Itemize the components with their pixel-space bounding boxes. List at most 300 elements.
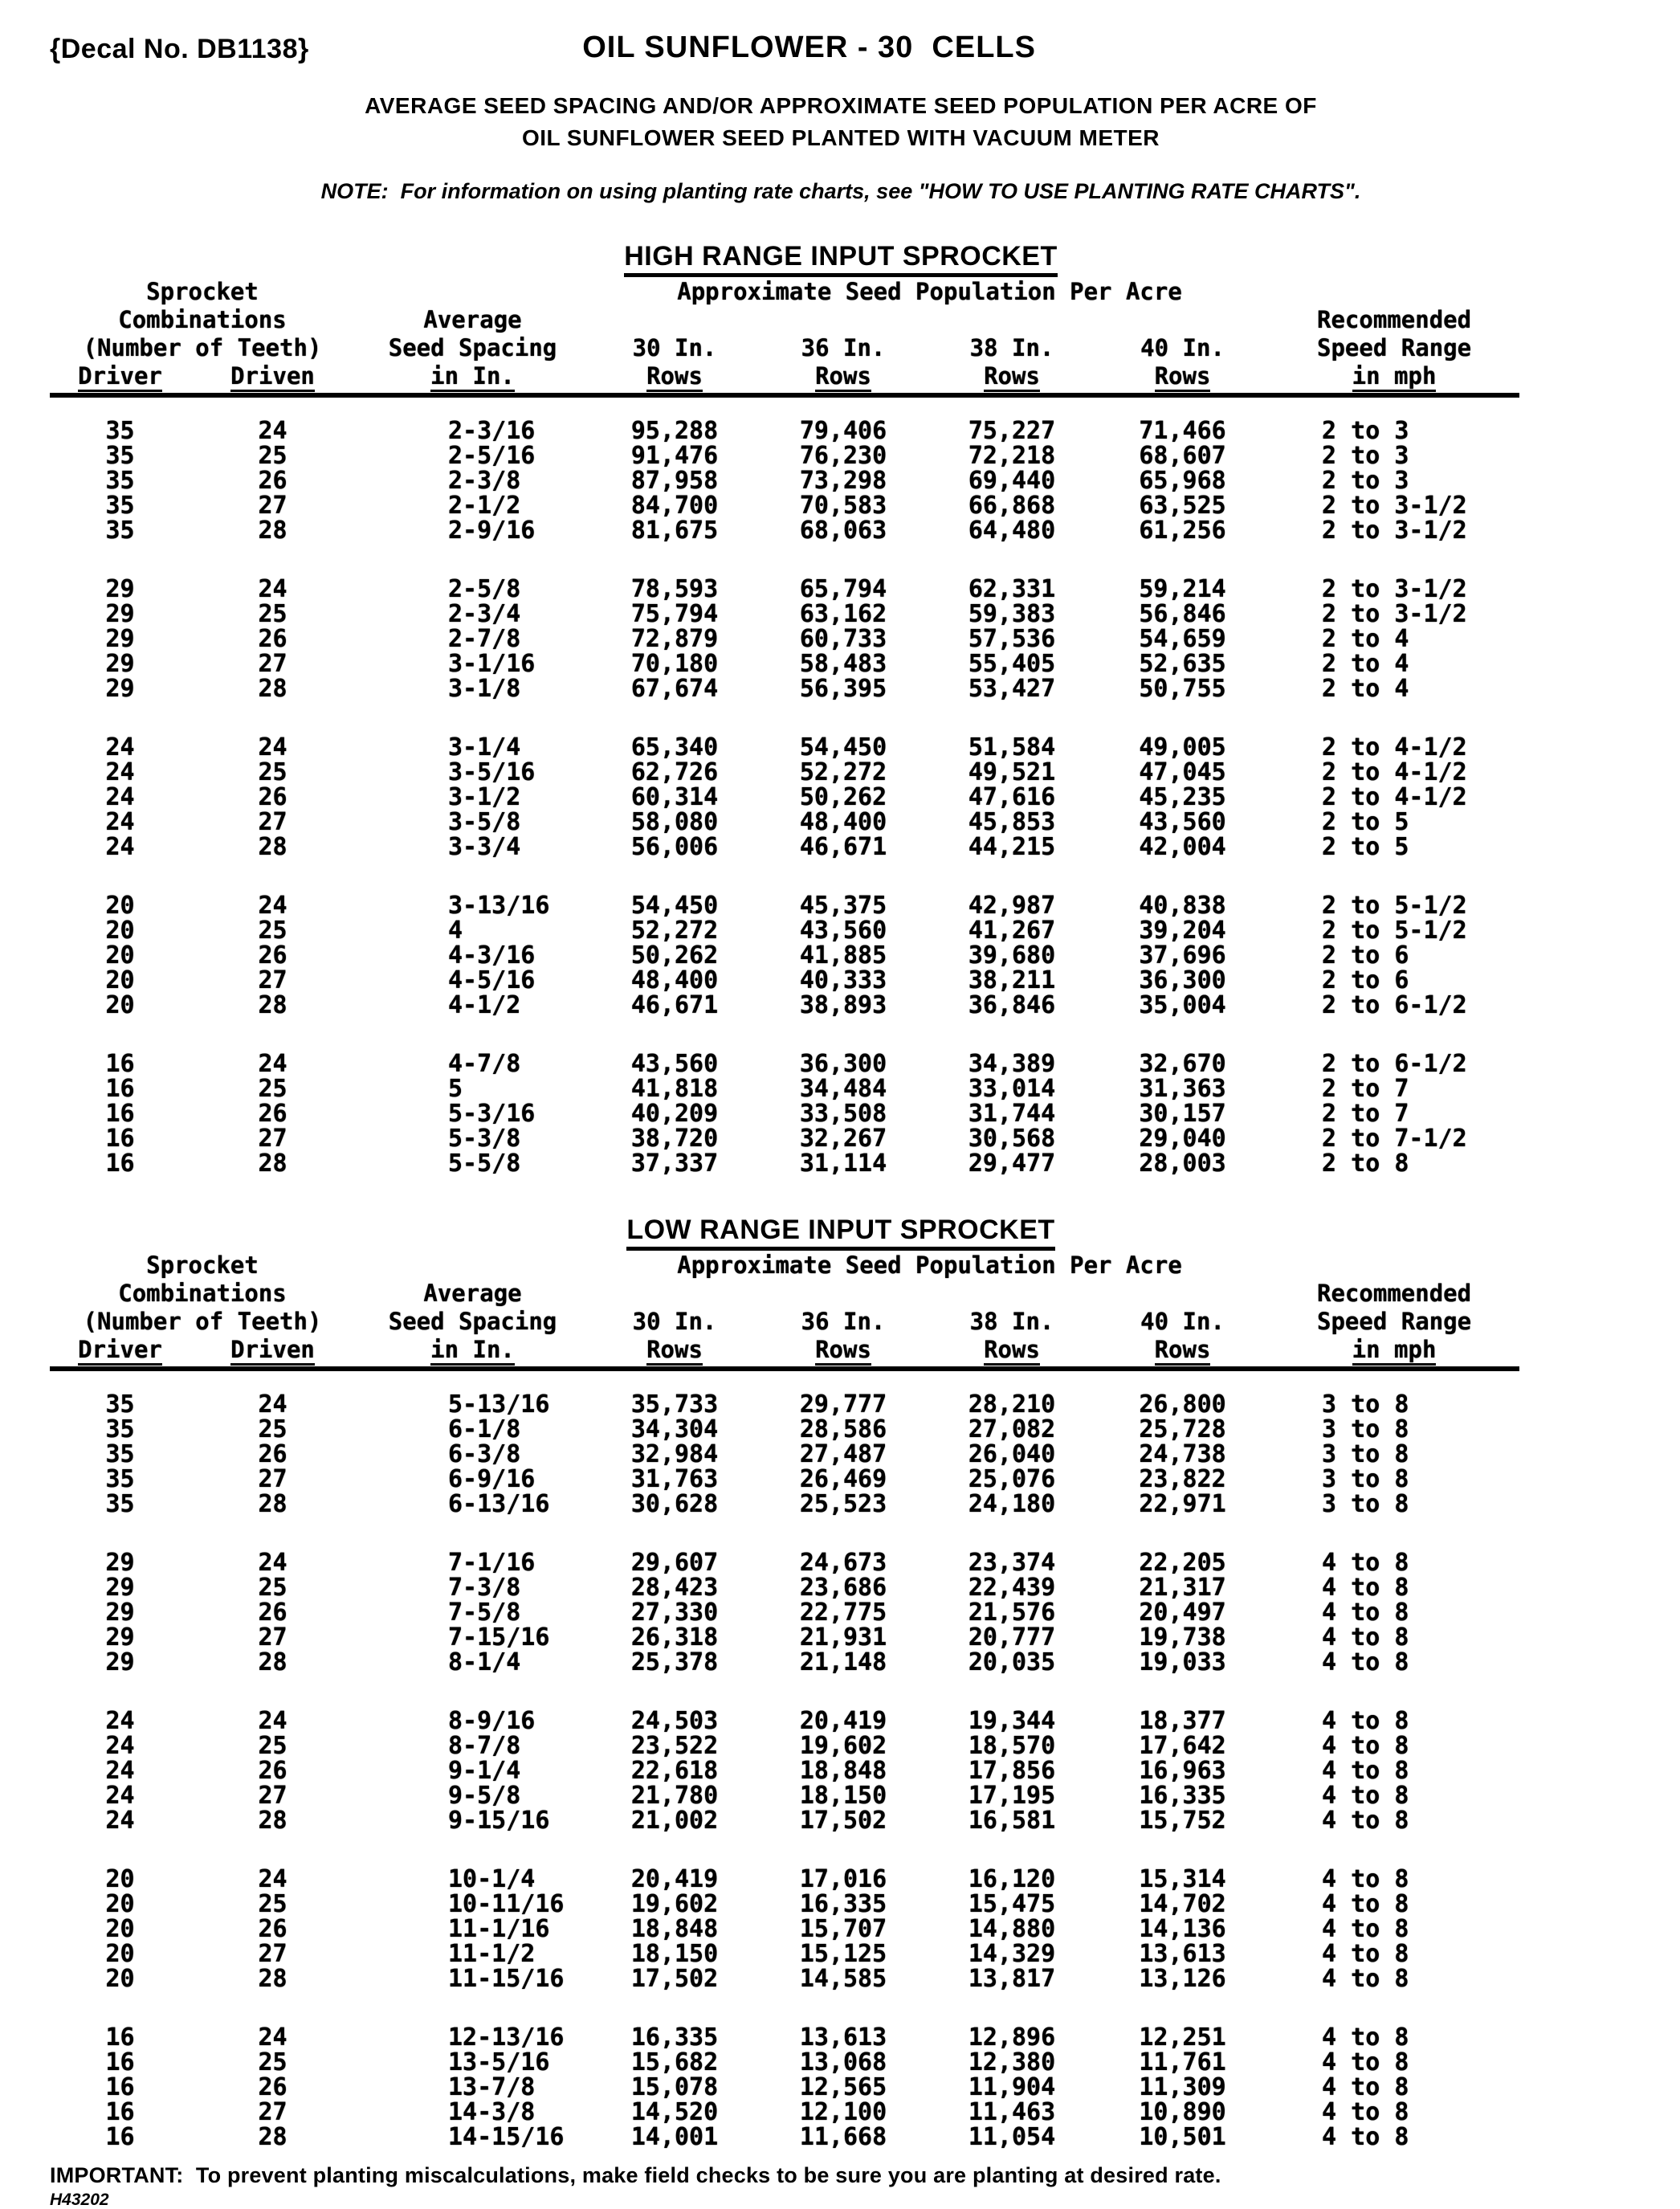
- table-row: [50, 1467, 1519, 1492]
- population-40in: 10,890: [1139, 2098, 1226, 2126]
- rate-table-section: [50, 1208, 1632, 2150]
- driven-teeth: 28: [258, 1149, 287, 1178]
- table-row: [50, 968, 1519, 993]
- driver-teeth: 20: [105, 1940, 135, 1968]
- population-30in: 41,818: [630, 1075, 719, 1103]
- table-row: [50, 1783, 1519, 1808]
- seed-spacing: 2-5/16: [448, 442, 536, 470]
- column-header-36in: 36 In.: [801, 1308, 886, 1335]
- speed-range: 4 to 8: [1322, 2098, 1409, 2126]
- table-body: [50, 1369, 1519, 2150]
- population-40in: 32,670: [1139, 1050, 1226, 1078]
- population-30in: 18,848: [630, 1915, 719, 1943]
- population-36in: 15,125: [799, 1940, 887, 1968]
- population-36in: 15,707: [799, 1915, 887, 1943]
- population-30in: 75,794: [630, 600, 719, 628]
- speed-range: 4 to 8: [1322, 1574, 1409, 1602]
- driven-teeth: 26: [258, 467, 287, 495]
- driven-teeth: 27: [258, 2098, 287, 2126]
- seed-spacing: 7-1/16: [448, 1549, 536, 1577]
- population-38in: 75,227: [968, 417, 1056, 445]
- seed-spacing: 5: [448, 1075, 463, 1103]
- table-row: [50, 602, 1519, 627]
- driver-teeth: 29: [105, 1574, 135, 1602]
- population-38in: 17,195: [968, 1782, 1056, 1810]
- population-30in: 81,675: [630, 517, 719, 545]
- table-row: [50, 1550, 1519, 1575]
- speed-range: 4 to 8: [1322, 1865, 1409, 1893]
- population-38in: 64,480: [968, 517, 1056, 545]
- seed-spacing: 11-15/16: [448, 1965, 565, 1993]
- driven-teeth: 26: [258, 1100, 287, 1128]
- population-30in: 65,340: [630, 733, 719, 762]
- population-40in: 31,363: [1139, 1075, 1226, 1103]
- driver-teeth: 35: [105, 1465, 135, 1493]
- population-38in: 12,380: [968, 2048, 1056, 2076]
- seed-spacing: 11-1/2: [448, 1940, 536, 1968]
- population-30in: 14,520: [630, 2098, 719, 2126]
- population-30in: 27,330: [630, 1599, 719, 1627]
- population-36in: 12,565: [799, 2073, 887, 2101]
- speed-range: 4 to 8: [1322, 1757, 1409, 1785]
- population-36in: 28,586: [799, 1415, 887, 1443]
- population-40in: 19,738: [1139, 1623, 1226, 1652]
- column-header-30in: 30 In.: [632, 334, 717, 361]
- speed-range: 4 to 8: [1322, 1707, 1409, 1735]
- seed-spacing: 8-7/8: [448, 1732, 521, 1760]
- driver-teeth: 29: [105, 600, 135, 628]
- population-36in: 26,469: [799, 1465, 887, 1493]
- table-row: [50, 518, 1519, 543]
- column-header-driven: Driven: [190, 1336, 355, 1369]
- driver-teeth: 20: [105, 1865, 135, 1893]
- form-code: H43202: [50, 2191, 109, 2209]
- population-30in: 22,618: [630, 1757, 719, 1785]
- seed-spacing: 10-1/4: [448, 1865, 536, 1893]
- population-40in: 52,635: [1139, 650, 1226, 678]
- seed-spacing: 13-5/16: [448, 2048, 550, 2076]
- speed-range: 2 to 3: [1322, 442, 1409, 470]
- rate-table-section: [50, 235, 1632, 1176]
- column-header-speed-range: Speed Range: [1317, 334, 1472, 361]
- section-title-text: LOW RANGE INPUT SPROCKET: [626, 1215, 1054, 1251]
- column-header-teeth: (Number of Teeth): [83, 334, 322, 361]
- column-header-seed-spacing: Seed Spacing: [388, 1308, 557, 1335]
- table-row: [50, 1625, 1519, 1650]
- driven-teeth: 27: [258, 1623, 287, 1652]
- driver-teeth: 20: [105, 892, 135, 920]
- column-header-38in: 38 In.: [969, 334, 1054, 361]
- population-30in: 24,503: [630, 1707, 719, 1735]
- population-36in: 58,483: [799, 650, 887, 678]
- column-header-sprocket: Sprocket: [146, 278, 259, 305]
- population-38in: 45,853: [968, 808, 1056, 836]
- driver-teeth: 24: [105, 733, 135, 762]
- seed-spacing: 9-5/8: [448, 1782, 521, 1810]
- population-30in: 40,209: [630, 1100, 719, 1128]
- driven-teeth: 28: [258, 517, 287, 545]
- driver-teeth: 16: [105, 2123, 135, 2151]
- driven-teeth: 25: [258, 1732, 287, 1760]
- driven-teeth: 25: [258, 917, 287, 945]
- seed-spacing: 3-13/16: [448, 892, 550, 920]
- seed-spacing: 8-9/16: [448, 1707, 536, 1735]
- population-40in: 35,004: [1139, 991, 1226, 1019]
- seed-spacing: 3-3/4: [448, 833, 521, 861]
- seed-spacing: 7-3/8: [448, 1574, 521, 1602]
- population-36in: 60,733: [799, 625, 887, 653]
- population-30in: 91,476: [630, 442, 719, 470]
- table-row: [50, 2125, 1519, 2150]
- population-38in: 27,082: [968, 1415, 1056, 1443]
- seed-spacing: 12-13/16: [448, 2023, 565, 2052]
- population-30in: 35,733: [630, 1390, 719, 1419]
- driver-teeth: 16: [105, 1075, 135, 1103]
- population-30in: 23,522: [630, 1732, 719, 1760]
- driven-teeth: 28: [258, 2123, 287, 2151]
- population-38in: 49,521: [968, 758, 1056, 786]
- population-30in: 70,180: [630, 650, 719, 678]
- speed-range: 2 to 4: [1322, 675, 1409, 703]
- population-30in: 54,450: [630, 892, 719, 920]
- driver-teeth: 16: [105, 2023, 135, 2052]
- population-36in: 38,893: [799, 991, 887, 1019]
- population-40in: 15,752: [1139, 1807, 1226, 1835]
- speed-range: 4 to 8: [1322, 2048, 1409, 2076]
- population-40in: 13,126: [1139, 1965, 1226, 1993]
- driven-teeth: 26: [258, 1757, 287, 1785]
- speed-range: 2 to 6: [1322, 966, 1409, 994]
- driver-teeth: 24: [105, 758, 135, 786]
- driver-teeth: 29: [105, 1648, 135, 1676]
- population-36in: 14,585: [799, 1965, 887, 1993]
- rate-tables-container: [50, 235, 1632, 2150]
- population-40in: 16,335: [1139, 1782, 1226, 1810]
- population-36in: 11,668: [799, 2123, 887, 2151]
- speed-range: 3 to 8: [1322, 1440, 1409, 1468]
- seed-spacing: 4-1/2: [448, 991, 521, 1019]
- population-36in: 50,262: [799, 783, 887, 811]
- population-38in: 69,440: [968, 467, 1056, 495]
- column-header-teeth: (Number of Teeth): [83, 1308, 322, 1335]
- population-30in: 21,780: [630, 1782, 719, 1810]
- table-row: [50, 1733, 1519, 1758]
- driven-teeth: 27: [258, 492, 287, 520]
- population-38in: 51,584: [968, 733, 1056, 762]
- driven-teeth: 24: [258, 1865, 287, 1893]
- driven-teeth: 24: [258, 417, 287, 445]
- driven-teeth: 25: [258, 2048, 287, 2076]
- population-40in: 17,642: [1139, 1732, 1226, 1760]
- population-36in: 20,419: [799, 1707, 887, 1735]
- population-40in: 11,309: [1139, 2073, 1226, 2101]
- column-header-recommended: Recommended: [1317, 306, 1472, 333]
- driver-teeth: 16: [105, 2073, 135, 2101]
- driven-teeth: 24: [258, 1707, 287, 1735]
- population-36in: 18,150: [799, 1782, 887, 1810]
- population-30in: 46,671: [630, 991, 719, 1019]
- population-38in: 42,987: [968, 892, 1056, 920]
- driven-teeth: 26: [258, 625, 287, 653]
- population-40in: 13,613: [1139, 1940, 1226, 1968]
- population-40in: 59,214: [1139, 575, 1226, 603]
- population-30in: 31,763: [630, 1465, 719, 1493]
- population-40in: 50,755: [1139, 675, 1226, 703]
- population-38in: 38,211: [968, 966, 1056, 994]
- population-40in: 45,235: [1139, 783, 1226, 811]
- table-row: [50, 1600, 1519, 1625]
- column-header-average: Average: [423, 306, 522, 333]
- table-row: [50, 2050, 1519, 2075]
- population-38in: 29,477: [968, 1149, 1056, 1178]
- table-body: [50, 395, 1519, 1176]
- speed-range: 3 to 8: [1322, 1465, 1409, 1493]
- column-header-in-in: in In.: [355, 1336, 590, 1369]
- population-38in: 11,054: [968, 2123, 1056, 2151]
- population-38in: 28,210: [968, 1390, 1056, 1419]
- speed-range: 2 to 3-1/2: [1322, 575, 1467, 603]
- driver-teeth: 35: [105, 1415, 135, 1443]
- driven-teeth: 24: [258, 575, 287, 603]
- column-header-recommended: Recommended: [1317, 1280, 1472, 1307]
- population-40in: 14,702: [1139, 1890, 1226, 1918]
- population-38in: 66,868: [968, 492, 1056, 520]
- population-38in: 39,680: [968, 941, 1056, 970]
- population-36in: 68,063: [799, 517, 887, 545]
- seed-spacing: 6-13/16: [448, 1490, 550, 1518]
- population-40in: 54,659: [1139, 625, 1226, 653]
- speed-range: 4 to 8: [1322, 1599, 1409, 1627]
- population-36in: 19,602: [799, 1732, 887, 1760]
- column-header-rows-30: Rows: [590, 362, 759, 395]
- column-header-combinations: Combinations: [118, 1280, 287, 1307]
- driver-teeth: 29: [105, 650, 135, 678]
- driven-teeth: 26: [258, 783, 287, 811]
- population-36in: 22,775: [799, 1599, 887, 1627]
- driven-teeth: 24: [258, 733, 287, 762]
- population-30in: 21,002: [630, 1807, 719, 1835]
- driven-teeth: 27: [258, 808, 287, 836]
- population-30in: 56,006: [630, 833, 719, 861]
- population-38in: 16,581: [968, 1807, 1056, 1835]
- speed-range: 2 to 3-1/2: [1322, 492, 1467, 520]
- column-header-average: Average: [423, 1280, 522, 1307]
- driver-teeth: 16: [105, 1050, 135, 1078]
- table-row: [50, 1101, 1519, 1126]
- table-header: [50, 278, 1519, 395]
- column-header-rows-30: Rows: [590, 1336, 759, 1369]
- subtitle: [50, 90, 1632, 154]
- seed-spacing: 2-3/16: [448, 417, 536, 445]
- driver-teeth: 20: [105, 917, 135, 945]
- speed-range: 2 to 4-1/2: [1322, 758, 1467, 786]
- column-header-in-mph: in mph: [1269, 1336, 1519, 1369]
- speed-range: 2 to 8: [1322, 1149, 1409, 1178]
- page-title: OIL SUNFLOWER - 30 CELLS: [582, 31, 1036, 64]
- driver-teeth: 29: [105, 575, 135, 603]
- population-40in: 22,205: [1139, 1549, 1226, 1577]
- population-38in: 18,570: [968, 1732, 1056, 1760]
- population-30in: 25,378: [630, 1648, 719, 1676]
- table-row: [50, 1575, 1519, 1600]
- population-40in: 47,045: [1139, 758, 1226, 786]
- driven-teeth: 28: [258, 1965, 287, 1993]
- seed-spacing: 2-7/8: [448, 625, 521, 653]
- seed-spacing: 4-7/8: [448, 1050, 521, 1078]
- population-36in: 31,114: [799, 1149, 887, 1178]
- population-30in: 26,318: [630, 1623, 719, 1652]
- driver-teeth: 35: [105, 467, 135, 495]
- seed-spacing: 5-5/8: [448, 1149, 521, 1178]
- important-notice: IMPORTANT: To prevent planting miscalculations, make field checks to be sure you are planting at desired rate.: [50, 2163, 1221, 2187]
- population-40in: 30,157: [1139, 1100, 1226, 1128]
- population-40in: 19,033: [1139, 1648, 1226, 1676]
- population-30in: 58,080: [630, 808, 719, 836]
- speed-range: 2 to 5: [1322, 833, 1409, 861]
- section-title: [50, 1208, 1632, 1251]
- speed-range: 4 to 8: [1322, 1890, 1409, 1918]
- population-36in: 70,583: [799, 492, 887, 520]
- table-row: [50, 1492, 1519, 1517]
- table-row: [50, 735, 1519, 760]
- speed-range: 4 to 8: [1322, 1807, 1409, 1835]
- seed-spacing: 14-15/16: [448, 2123, 565, 2151]
- driven-teeth: 24: [258, 1050, 287, 1078]
- population-40in: 42,004: [1139, 833, 1226, 861]
- table-row: [50, 1709, 1519, 1733]
- speed-range: 2 to 7-1/2: [1322, 1125, 1467, 1153]
- column-header-in-mph: in mph: [1269, 362, 1519, 395]
- population-38in: 14,880: [968, 1915, 1056, 1943]
- subtitle-line-1: AVERAGE SEED SPACING AND/OR APPROXIMATE SEED POPULATION PER ACRE OF: [365, 93, 1317, 118]
- table-row: [50, 2075, 1519, 2100]
- population-38in: 47,616: [968, 783, 1056, 811]
- driven-teeth: 27: [258, 1940, 287, 1968]
- table-row: [50, 419, 1519, 443]
- population-36in: 12,100: [799, 2098, 887, 2126]
- population-40in: 36,300: [1139, 966, 1226, 994]
- population-38in: 62,331: [968, 575, 1056, 603]
- population-30in: 43,560: [630, 1050, 719, 1078]
- column-header-40in: 40 In.: [1140, 1308, 1225, 1335]
- table-row: [50, 918, 1519, 943]
- speed-range: 2 to 5-1/2: [1322, 892, 1467, 920]
- population-40in: 61,256: [1139, 517, 1226, 545]
- driver-teeth: 24: [105, 1757, 135, 1785]
- table-row: [50, 1417, 1519, 1442]
- table-row: [50, 1892, 1519, 1917]
- speed-range: 2 to 4-1/2: [1322, 783, 1467, 811]
- population-38in: 44,215: [968, 833, 1056, 861]
- table-row: [50, 1917, 1519, 1942]
- speed-range: 2 to 5-1/2: [1322, 917, 1467, 945]
- population-36in: 79,406: [799, 417, 887, 445]
- population-30in: 95,288: [630, 417, 719, 445]
- population-36in: 21,148: [799, 1648, 887, 1676]
- population-40in: 56,846: [1139, 600, 1226, 628]
- population-36in: 73,298: [799, 467, 887, 495]
- speed-range: 2 to 3-1/2: [1322, 600, 1467, 628]
- population-30in: 60,314: [630, 783, 719, 811]
- population-30in: 34,304: [630, 1415, 719, 1443]
- column-header-rows-36: Rows: [759, 362, 928, 395]
- population-40in: 15,314: [1139, 1865, 1226, 1893]
- table-row: [50, 1808, 1519, 1833]
- driver-teeth: 24: [105, 833, 135, 861]
- population-40in: 29,040: [1139, 1125, 1226, 1153]
- column-header-rows-38: Rows: [928, 362, 1096, 395]
- seed-spacing: 3-1/8: [448, 675, 521, 703]
- population-38in: 25,076: [968, 1465, 1056, 1493]
- driver-teeth: 24: [105, 1782, 135, 1810]
- driver-teeth: 35: [105, 1390, 135, 1419]
- population-30in: 30,628: [630, 1490, 719, 1518]
- population-30in: 17,502: [630, 1965, 719, 1993]
- table-row: [50, 577, 1519, 602]
- population-36in: 63,162: [799, 600, 887, 628]
- population-40in: 21,317: [1139, 1574, 1226, 1602]
- population-38in: 36,846: [968, 991, 1056, 1019]
- table-header: [50, 1251, 1519, 1369]
- driver-teeth: 20: [105, 1915, 135, 1943]
- speed-range: 2 to 3-1/2: [1322, 517, 1467, 545]
- population-38in: 19,344: [968, 1707, 1056, 1735]
- driver-teeth: 16: [105, 1125, 135, 1153]
- speed-range: 3 to 8: [1322, 1415, 1409, 1443]
- speed-range: 2 to 4-1/2: [1322, 733, 1467, 762]
- speed-range: 4 to 8: [1322, 1915, 1409, 1943]
- population-30in: 38,720: [630, 1125, 719, 1153]
- population-40in: 63,525: [1139, 492, 1226, 520]
- table-row: [50, 1126, 1519, 1151]
- driven-teeth: 28: [258, 1807, 287, 1835]
- driver-teeth: 24: [105, 1732, 135, 1760]
- seed-spacing: 2-9/16: [448, 517, 536, 545]
- driver-teeth: 29: [105, 625, 135, 653]
- driver-teeth: 24: [105, 783, 135, 811]
- table-row: [50, 993, 1519, 1018]
- driver-teeth: 20: [105, 1890, 135, 1918]
- driven-teeth: 28: [258, 833, 287, 861]
- speed-range: 2 to 3: [1322, 417, 1409, 445]
- driven-teeth: 26: [258, 1599, 287, 1627]
- seed-spacing: 3-5/8: [448, 808, 521, 836]
- table-row: [50, 651, 1519, 676]
- driven-teeth: 27: [258, 1465, 287, 1493]
- population-38in: 53,427: [968, 675, 1056, 703]
- seed-spacing: 6-9/16: [448, 1465, 536, 1493]
- population-40in: 11,761: [1139, 2048, 1226, 2076]
- section-title: [50, 235, 1632, 278]
- speed-range: 4 to 8: [1322, 1623, 1409, 1652]
- column-header-population: Approximate Seed Population Per Acre: [677, 278, 1182, 305]
- driver-teeth: 29: [105, 675, 135, 703]
- population-38in: 21,576: [968, 1599, 1056, 1627]
- speed-range: 4 to 8: [1322, 1732, 1409, 1760]
- table-row: [50, 1051, 1519, 1076]
- speed-range: 2 to 3: [1322, 467, 1409, 495]
- driver-teeth: 16: [105, 2048, 135, 2076]
- seed-spacing: 9-15/16: [448, 1807, 550, 1835]
- speed-range: 4 to 8: [1322, 2123, 1409, 2151]
- column-header-rows-40: Rows: [1096, 362, 1269, 395]
- population-40in: 24,738: [1139, 1440, 1226, 1468]
- population-36in: 18,848: [799, 1757, 887, 1785]
- table-row: [50, 627, 1519, 651]
- driver-teeth: 35: [105, 517, 135, 545]
- driver-teeth: 35: [105, 1440, 135, 1468]
- table-row: [50, 1867, 1519, 1892]
